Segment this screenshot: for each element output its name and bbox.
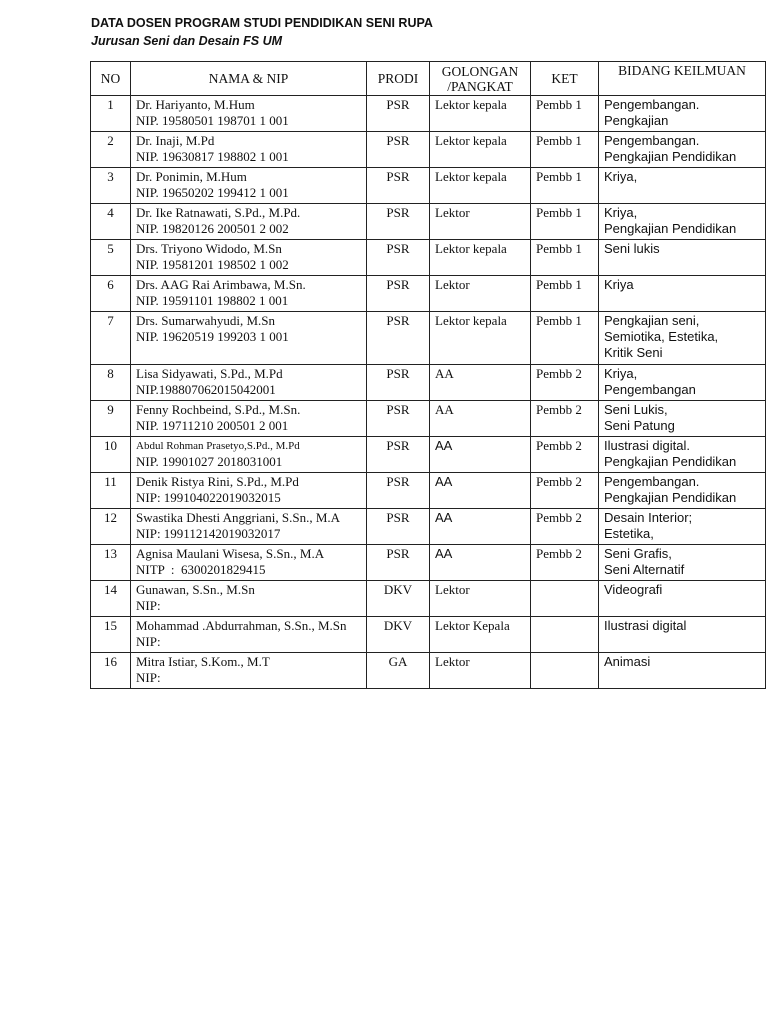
bidang-line: Kriya, [604,205,638,220]
cell-ket [531,617,599,653]
bidang-line: Pengkajian Pendidikan [604,490,737,505]
cell-bidang-keilmuan [599,581,766,617]
cell-bidang-keilmuan [599,617,766,653]
cell-prodi: PSR [367,365,430,401]
bidang-line: Videografi [604,582,663,597]
lecturer-nip: NITP : 6300201829415 [136,562,266,577]
cell-prodi: PSR [367,132,430,168]
cell-ket: Pembb 1 [531,276,599,312]
lecturer-name: Dr. Hariyanto, M.Hum [136,97,255,112]
cell-name-nip [131,509,367,545]
table-row [91,545,766,581]
cell-prodi: DKV [367,617,430,653]
cell-bidang-keilmuan [599,545,766,581]
cell-ket [531,653,599,689]
lecturer-nip: NIP: [136,670,161,685]
bidang-line: Pengembangan. [604,474,700,489]
lecturer-nip: NIP. 19581201 198502 1 002 [136,257,289,272]
bidang-line: Kritik Seni [604,345,663,360]
cell-golongan: Lektor kepala [430,168,531,204]
table-row [91,473,766,509]
cell-name-nip [131,473,367,509]
cell-name-nip [131,401,367,437]
bidang-line: Pengembangan. [604,133,700,148]
document-title: DATA DOSEN PROGRAM STUDI PENDIDIKAN SENI RUPA [91,16,433,30]
bidang-line: Pengkajian Pendidikan [604,221,737,236]
lecturer-name: Swastika Dhesti Anggriani, S.Sn., M.A [136,510,341,525]
cell-golongan: Lektor kepala [430,96,531,132]
cell-name-nip [131,276,367,312]
cell-bidang-keilmuan [599,168,766,204]
bidang-line: Ilustrasi digital [604,618,687,633]
document-header [91,14,433,50]
lecturer-name: Denik Ristya Rini, S.Pd., M.Pd [136,474,299,489]
lecturer-nip: NIP: 199104022019032015 [136,490,281,505]
column-header-prodi: PRODI [367,62,430,96]
table-row [91,312,766,365]
cell-ket [531,581,599,617]
lecturer-nip: NIP. 19820126 200501 2 002 [136,221,289,236]
cell-golongan: AA [430,365,531,401]
cell-no: 10 [91,437,131,473]
column-header-no: NO [91,62,131,96]
cell-name-nip [131,96,367,132]
bidang-line: Estetika, [604,526,654,541]
cell-prodi: DKV [367,581,430,617]
cell-prodi: PSR [367,509,430,545]
cell-no: 9 [91,401,131,437]
cell-name-nip [131,168,367,204]
bidang-line: Pengkajian seni, [604,313,700,328]
table-row [91,132,766,168]
bidang-line: Seni Grafis, [604,546,672,561]
cell-name-nip [131,204,367,240]
lecturer-name: Lisa Sidyawati, S.Pd., M.Pd [136,366,283,381]
cell-ket: Pembb 2 [531,365,599,401]
cell-name-nip [131,132,367,168]
table-row [91,653,766,689]
cell-ket: Pembb 2 [531,437,599,473]
cell-no: 3 [91,168,131,204]
cell-bidang-keilmuan [599,96,766,132]
cell-no: 1 [91,96,131,132]
bidang-line: Kriya, [604,366,638,381]
cell-prodi: PSR [367,240,430,276]
cell-golongan: AA [430,401,531,437]
table-row [91,365,766,401]
lecturer-nip: NIP. 19711210 200501 2 001 [136,418,289,433]
cell-bidang-keilmuan [599,312,766,365]
cell-bidang-keilmuan [599,365,766,401]
bidang-line: Pengembangan [604,382,696,397]
cell-prodi: GA [367,653,430,689]
cell-no: 6 [91,276,131,312]
table-body [91,96,766,689]
lecturer-name: Drs. Triyono Widodo, M.Sn [136,241,282,256]
cell-ket: Pembb 2 [531,545,599,581]
cell-ket: Pembb 1 [531,240,599,276]
cell-bidang-keilmuan [599,401,766,437]
lecturer-name: Drs. AAG Rai Arimbawa, M.Sn. [136,277,306,292]
cell-no: 14 [91,581,131,617]
lecturer-name: Dr. Ponimin, M.Hum [136,169,247,184]
table-row [91,276,766,312]
table-row [91,240,766,276]
cell-name-nip [131,581,367,617]
cell-bidang-keilmuan [599,437,766,473]
cell-golongan: Lektor kepala [430,312,531,365]
cell-no: 8 [91,365,131,401]
cell-no: 16 [91,653,131,689]
cell-prodi: PSR [367,96,430,132]
cell-ket: Pembb 1 [531,132,599,168]
cell-name-nip [131,617,367,653]
lecturer-name: Dr. Inaji, M.Pd [136,133,215,148]
column-header-golongan: GOLONGAN /PANGKAT [430,62,531,96]
lecturer-nip: NIP. 19591101 198802 1 001 [136,293,289,308]
bidang-line: Seni Alternatif [604,562,685,577]
cell-no: 5 [91,240,131,276]
bidang-line: Kriya, [604,169,638,184]
cell-prodi: PSR [367,437,430,473]
cell-name-nip [131,240,367,276]
cell-ket: Pembb 1 [531,168,599,204]
cell-ket: Pembb 1 [531,312,599,365]
cell-no: 15 [91,617,131,653]
cell-name-nip [131,437,367,473]
lecturer-nip: NIP: [136,598,161,613]
lecturer-name: Agnisa Maulani Wisesa, S.Sn., M.A [136,546,325,561]
cell-ket: Pembb 2 [531,509,599,545]
lecturer-table [90,61,766,689]
cell-prodi: PSR [367,545,430,581]
bidang-line: Desain Interior; [604,510,693,525]
table-row [91,96,766,132]
cell-name-nip [131,312,367,365]
cell-ket: Pembb 2 [531,401,599,437]
lecturer-name: Fenny Rochbeind, S.Pd., M.Sn. [136,402,301,417]
cell-prodi: PSR [367,312,430,365]
table-header-row [91,62,766,96]
cell-bidang-keilmuan [599,204,766,240]
bidang-line: Pengkajian Pendidikan [604,149,737,164]
lecturer-nip: NIP. 19650202 199412 1 001 [136,185,289,200]
cell-golongan: AA [430,437,531,473]
cell-bidang-keilmuan [599,509,766,545]
cell-golongan: AA [430,509,531,545]
lecturer-nip: NIP: [136,634,161,649]
table-row [91,401,766,437]
cell-golongan: Lektor kepala [430,132,531,168]
cell-golongan: Lektor [430,581,531,617]
bidang-line: Ilustrasi digital. [604,438,690,453]
cell-prodi: PSR [367,276,430,312]
bidang-line: Pengkajian Pendidikan [604,454,737,469]
cell-golongan: AA [430,545,531,581]
table-row [91,168,766,204]
lecturer-name: Drs. Sumarwahyudi, M.Sn [136,313,276,328]
cell-ket: Pembb 1 [531,204,599,240]
cell-ket: Pembb 2 [531,473,599,509]
bidang-line: Pengembangan. [604,97,700,112]
cell-golongan: Lektor [430,204,531,240]
table-row [91,204,766,240]
document-subtitle: Jurusan Seni dan Desain FS UM [91,34,283,48]
column-header-name-nip: NAMA & NIP [131,62,367,96]
cell-prodi: PSR [367,168,430,204]
lecturer-nip: NIP. 19580501 198701 1 001 [136,113,289,128]
table-row [91,437,766,473]
lecturer-name: Mohammad .Abdurrahman, S.Sn., M.Sn [136,618,347,633]
lecturer-name: Mitra Istiar, S.Kom., M.T [136,654,270,669]
table-row [91,617,766,653]
bidang-line: Animasi [604,654,651,669]
cell-prodi: PSR [367,473,430,509]
cell-name-nip [131,653,367,689]
cell-golongan: Lektor [430,276,531,312]
cell-prodi: PSR [367,401,430,437]
cell-name-nip [131,545,367,581]
bidang-line: Seni Patung [604,418,675,433]
lecturer-nip: NIP.198807062015042001 [136,382,276,397]
bidang-line: Kriya [604,277,634,292]
cell-golongan: AA [430,473,531,509]
cell-golongan: Lektor [430,653,531,689]
column-header-bidang: BIDANG KEILMUAN [599,62,766,96]
lecturer-nip: NIP. 19901027 2018031001 [136,454,283,469]
cell-no: 12 [91,509,131,545]
cell-bidang-keilmuan [599,276,766,312]
cell-golongan: Lektor kepala [430,240,531,276]
cell-no: 13 [91,545,131,581]
cell-bidang-keilmuan [599,473,766,509]
lecturer-nip: NIP. 19630817 198802 1 001 [136,149,289,164]
cell-bidang-keilmuan [599,240,766,276]
table-row [91,509,766,545]
lecturer-name: Dr. Ike Ratnawati, S.Pd., M.Pd. [136,205,301,220]
bidang-line: Semiotika, Estetika, [604,329,719,344]
lecturer-nip: NIP: 199112142019032017 [136,526,281,541]
cell-no: 7 [91,312,131,365]
table-row [91,581,766,617]
bidang-line: Seni Lukis, [604,402,668,417]
bidang-line: Seni lukis [604,241,660,256]
lecturer-nip: NIP. 19620519 199203 1 001 [136,329,289,344]
cell-ket: Pembb 1 [531,96,599,132]
cell-no: 2 [91,132,131,168]
cell-golongan: Lektor Kepala [430,617,531,653]
column-header-ket: KET [531,62,599,96]
cell-bidang-keilmuan [599,653,766,689]
lecturer-name: Gunawan, S.Sn., M.Sn [136,582,255,597]
cell-no: 4 [91,204,131,240]
bidang-line: Pengkajian [604,113,669,128]
cell-no: 11 [91,473,131,509]
cell-bidang-keilmuan [599,132,766,168]
cell-name-nip [131,365,367,401]
cell-prodi: PSR [367,204,430,240]
lecturer-name: Abdul Rohman Prasetyo,S.Pd., M.Pd [136,440,300,452]
